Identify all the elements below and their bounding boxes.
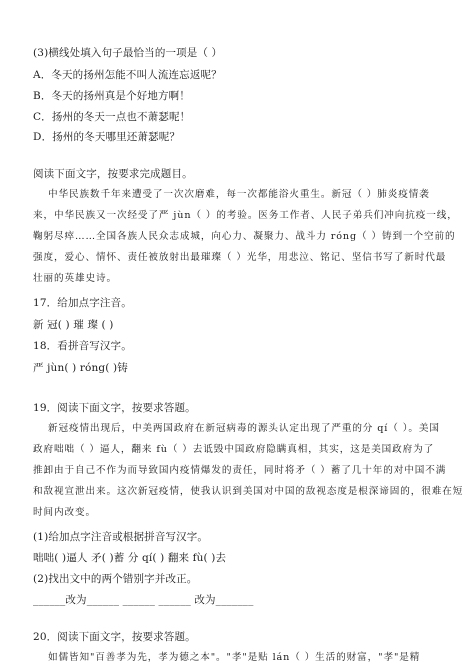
passage1-line: 强度，爱心、情怀、责任被放射出最璀璨（ ）光华，用悲泣、铭记、坚信书写了新时代最 bbox=[33, 252, 447, 263]
passage1-intro: 阅读下面文字，按要求完成题目。 bbox=[33, 168, 193, 180]
passage1-line: 鞠躬尽瘁……全国各族人民众志成城，向心力、凝聚力、战斗力 róng（ ）铸到一个空前的 bbox=[33, 231, 456, 242]
q18-answer-line: 严 jùn( ) róng( )铸 bbox=[33, 362, 128, 374]
q3-stem: (3)横线处填入句子最恰当的一项是（ ） bbox=[33, 47, 223, 59]
q19-sub1-title: (1)给加点字注音或根据拼音写汉字。 bbox=[33, 531, 209, 543]
q17-answer-line: 新 冠( ) 璀 璨 ( ) bbox=[33, 319, 114, 331]
q19-title: 19．阅读下面文字，按要求答题。 bbox=[33, 402, 196, 414]
q3-option-c: C．扬州的冬天一点也不萧瑟呢！ bbox=[33, 111, 191, 123]
q19-passage-line: 新冠疫情出现后，中美两国政府在新冠病毒的源头认定出现了严重的分 qí（ ）。美国 bbox=[48, 423, 440, 434]
q3-option-a: A．冬天的扬州怎能不叫人流连忘返呢？ bbox=[33, 69, 222, 81]
q3-option-b: B．冬天的扬州真是个好地方啊！ bbox=[33, 90, 190, 102]
q20-title: 20．阅读下面文字，按要求答题。 bbox=[33, 631, 196, 643]
q19-sub2-answer-line: ______改为______ ______ ______ 改为_______ bbox=[33, 594, 254, 606]
q19-passage-line: 和敌视宣泄出来。这次新冠疫情，使我认识到美国对中国的敌视态度是根深谛固的，很难在短 bbox=[33, 486, 464, 497]
q19-passage-line: 政府咄咄（ ）逼人，翻来 fù（ ）去诋毁中国政府隐瞒真相，其实，这是美国政府为了 bbox=[33, 444, 435, 455]
q17-title: 17．给加点字注音。 bbox=[33, 297, 132, 309]
q20-passage-line: 如儒皆知"百善孝为先，孝为德之本"。"孝"是贴 lán（ ）生活的财富，"孝"是精 bbox=[48, 652, 421, 663]
q19-sub2-title: (2)找出文中的两个错别字并改正。 bbox=[33, 573, 198, 585]
q19-passage-line: 推卸由于自己不作为而导致国内疫情爆发的责任，同时将矛（ ）蓄了几十年的对中国不满 bbox=[33, 465, 447, 476]
q18-title: 18．看拼音写汉字。 bbox=[33, 340, 132, 352]
passage1-line: 中华民族数千年来遭受了一次次磨难，每一次都能浴火重生。新冠（ ）肺炎疫情袭 bbox=[48, 189, 430, 200]
q3-option-d: D．扬州的冬天哪里还萧瑟呢？ bbox=[33, 131, 181, 143]
q19-sub1-answer-line: 咄咄( )逼人 矛( )蓄 分 qí( ) 翻来 fù( )去 bbox=[33, 552, 227, 564]
q19-passage-line: 时间内改变。 bbox=[33, 507, 96, 518]
passage1-line: 来，中华民族又一次经受了严 jùn（ ）的考验。医务工作者、人民子弟兵们冲向抗疫一线， bbox=[33, 210, 458, 221]
passage1-line: 壮丽的英雄史诗。 bbox=[33, 273, 117, 284]
